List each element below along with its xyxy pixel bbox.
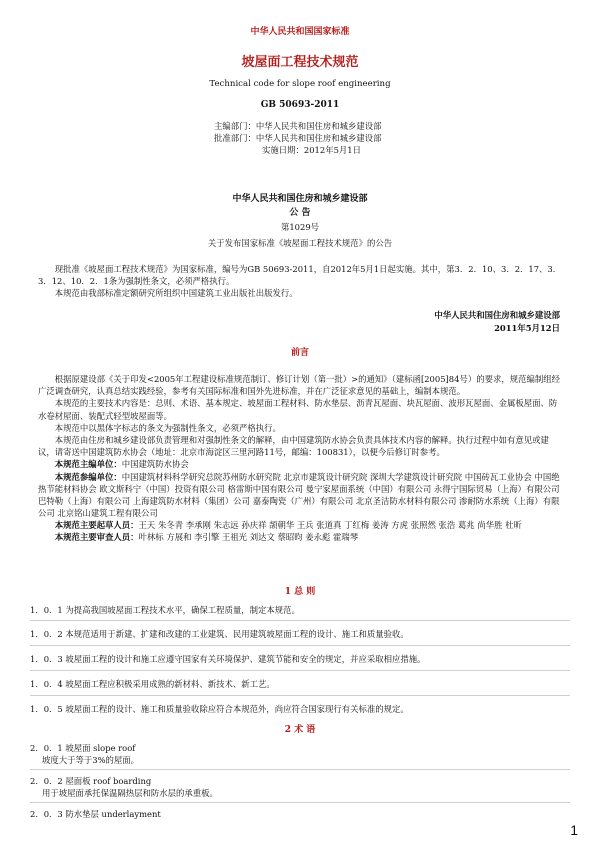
term-heading: 2．0．1 坡屋面 slope roof: [30, 743, 136, 753]
chief-editor-line: [38, 458, 562, 470]
chapter1-title: 1 总 则: [284, 587, 316, 597]
notice-sign-date: 2011年5月12日: [494, 323, 560, 333]
notice-body: [38, 263, 562, 300]
foreword-paragraph: 本规范中以黑体字标志的条文为强制性条文，必须严格执行。: [54, 422, 281, 433]
article: 1．0．3 坡屋面工程的设计和施工应遵守国家有关环境保护、建筑节能和安全的规定，并应采取相应措施。: [30, 654, 426, 664]
notice-paragraph: 本规范由我部标准定额研究所组织中国建筑工业出版社出版发行。: [54, 288, 298, 299]
participants-line: [38, 471, 562, 520]
page-number: 1: [570, 822, 578, 838]
reviewers-line: [38, 531, 562, 543]
divider: [30, 769, 570, 770]
editor-dept: 主编部门：中华人民共和国住房和城乡建设部: [214, 121, 382, 131]
standard-code: GB 50693-2011: [260, 100, 340, 110]
foreword-body: [38, 373, 562, 544]
standard-title: 坡屋面工程技术规范: [241, 55, 359, 70]
article: 1．0．2 本规范适用于新建、扩建和改建的工业建筑、民用建筑坡屋面工程的设计、施工和质量验收。: [30, 629, 409, 639]
term-definition: 坡度大于等于3%的屋面。: [42, 755, 140, 765]
reviewers-label: 本规范主要审查人员：: [54, 532, 139, 543]
notice-number: 第1029号: [280, 222, 320, 232]
drafters-value: 王天 朱冬青 李承刚 朱志远 孙庆祥 颉朝华 王兵 张道真 丁红梅 姜涛 方虎 张照然 张浩 葛兆 尚华胜 杜昕: [138, 520, 522, 531]
effective-date: 实施日期：2012年5月1日: [262, 145, 361, 156]
standard-title-en: Technical code for slope roof engineering: [209, 79, 391, 89]
reviewers-value: 叶林标 方展和 李引擎 王祖光 刘达文 蔡昭昀 姜永彪 霍瑞琴: [138, 532, 359, 543]
divider: [30, 695, 570, 696]
article: 1．0．5 坡屋面工程的设计、施工和质量验收除应符合本规范外，尚应符合国家现行有关标准的规定。: [30, 704, 409, 714]
chief-editor-value: 中国建筑防水协会: [121, 459, 189, 470]
approver-dept: 批准部门：中华人民共和国住房和城乡建设部: [214, 133, 382, 144]
notice-issuer: 中华人民共和国住房和城乡建设部: [232, 194, 368, 204]
foreword-paragraph: 根据原建设部《关于印发<2005年工程建设标准规范制订、修订计划（第一批）>的通知》（建标函[2005]84号）的要求，规范编制组经广泛调查研究，认真总结实践经验，参考有关国际标准和国外先进标准，并在广泛征求意见的基础上，编制本规范。: [38, 374, 560, 397]
foreword-title: 前言: [290, 348, 309, 358]
notice-label: 公 告: [289, 208, 311, 218]
notice-subject: 关于发布国家标准《坡屋面工程技术规范》的公告: [207, 238, 393, 248]
standard-org: 中华人民共和国国家标准: [250, 27, 350, 37]
participants-label: 本规范参编单位：: [54, 471, 122, 482]
foreword-paragraph: 本规范由住房和城乡建设部负责管理和对强制性条文的解释，由中国建筑防水协会负责具体技术内容的解释。执行过程中如有意见或建议，请寄送中国建筑防水协会（地址：北京市海淀区三里河路11号，邮编：100831），以便今后修订时参考。: [38, 434, 549, 458]
chief-editor-label: 本规范主编单位：: [54, 459, 122, 470]
participants-value: 中国建筑材料科学研究总院苏州防水研究院 北京市建筑设计研究院 深圳大学建筑设计研究院 中国砖瓦工业协会 中国绝热节能材料协会 欧文斯科宁（中国）投资有限公司 格雷斯中国有限公司 曼宁家屋面系统（中国）有限公司 永得宁国际贸易（上海）有限公司 巴特勒（上海）有限公司 上海建筑防水材料（集团）公司 嘉泰陶瓷（广州）有限公司 北京圣洁防水材料有限公司 渗耐防水系统（上海）有限公司 北京铭山建筑工程有限公司: [38, 471, 560, 519]
term-heading: 2．0．2 屋面板 roof boarding: [30, 776, 152, 786]
drafters-line: [38, 519, 562, 531]
chapter2-title: 2 术 语: [284, 725, 316, 735]
article: 1．0．1 为提高我国坡屋面工程技术水平，确保工程质量，制定本规范。: [30, 605, 300, 615]
notice-paragraph: 现批准《坡屋面工程技术规范》为国家标准，编号为GB 50693-2011，自2012年5月1日起实施。其中，第3．2．10、3．2．17、3．3．12、10．2．1条为强制性条文，必须严格执行。: [38, 264, 562, 287]
standard-meta: [214, 120, 514, 157]
divider: [30, 645, 570, 646]
foreword-paragraph: 本规范的主要技术内容是：总则、术语、基本规定、坡屋面工程材料、防水垫层、沥青瓦屋面、块瓦屋面、波形瓦屋面、金属板屋面、防水卷材屋面、装配式轻型坡屋面等。: [38, 398, 558, 421]
divider: [30, 802, 570, 803]
divider: [30, 620, 570, 621]
drafters-label: 本规范主要起草人员：: [54, 520, 139, 531]
term-definition: 用于坡屋面承托保温隔热层和防水层的承重板。: [42, 788, 218, 798]
divider: [30, 670, 570, 671]
term-heading: 2．0．3 防水垫层 underlayment: [30, 809, 161, 819]
notice-sign-org: 中华人民共和国住房和城乡建设部: [434, 310, 560, 320]
article: 1．0．4 坡屋面工程应积极采用成熟的新材料、新技术、新工艺。: [30, 679, 275, 689]
